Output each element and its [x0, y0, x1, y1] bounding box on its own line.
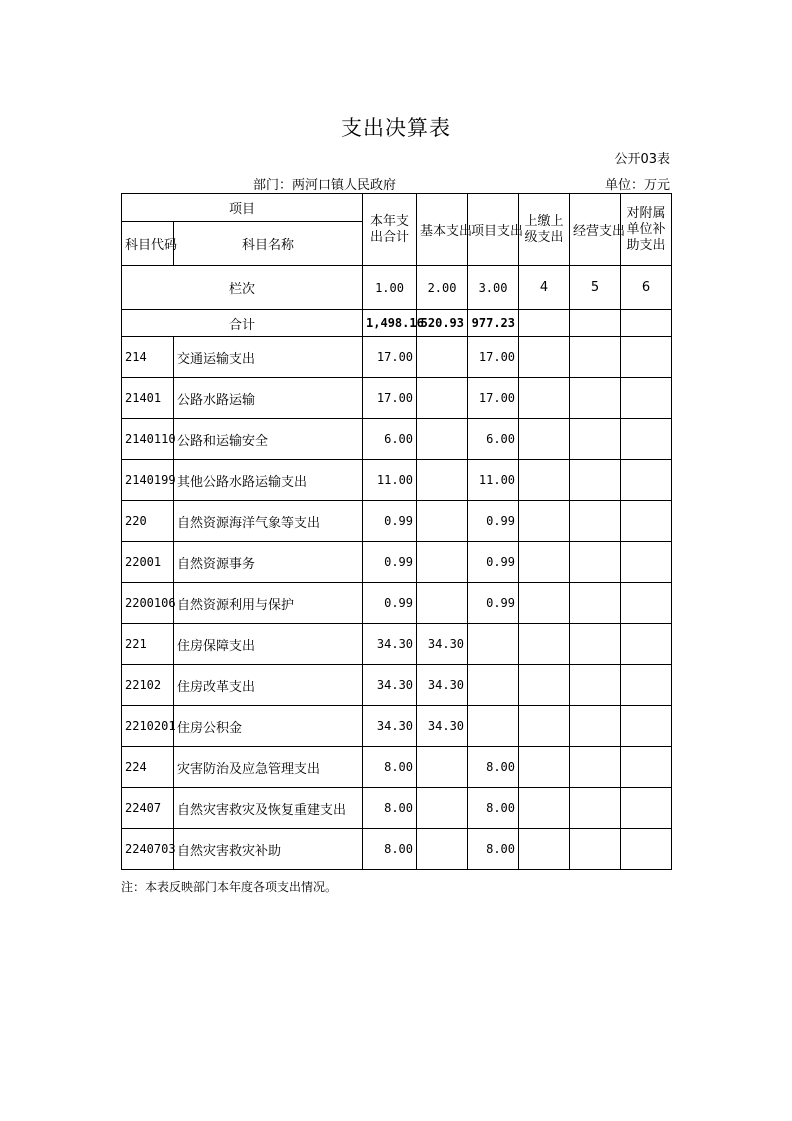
row-project — [468, 706, 519, 747]
row-basic — [417, 337, 468, 378]
row-name: 住房保障支出 — [174, 624, 363, 665]
row-code: 2140199 — [122, 460, 174, 501]
header-name: 科目名称 — [174, 222, 363, 266]
row-name: 交通运输支出 — [174, 337, 363, 378]
row-project: 17.00 — [468, 378, 519, 419]
row-operation — [570, 829, 621, 870]
row-project: 8.00 — [468, 829, 519, 870]
row-upper — [519, 747, 570, 788]
column-index-cell: 4 — [519, 266, 570, 310]
row-total: 17.00 — [363, 337, 417, 378]
column-index-cell: 3.00 — [468, 266, 519, 310]
row-subsidy — [621, 542, 672, 583]
row-code: 2200106 — [122, 583, 174, 624]
row-code: 22407 — [122, 788, 174, 829]
row-basic — [417, 501, 468, 542]
row-subsidy — [621, 706, 672, 747]
row-total: 11.00 — [363, 460, 417, 501]
header-total: 本年支出合计 — [363, 194, 417, 266]
row-basic — [417, 460, 468, 501]
row-upper — [519, 829, 570, 870]
row-total: 0.99 — [363, 583, 417, 624]
column-index-row — [122, 266, 672, 310]
table-row — [122, 419, 672, 460]
row-operation — [570, 542, 621, 583]
row-name: 公路和运输安全 — [174, 419, 363, 460]
row-name: 自然资源事务 — [174, 542, 363, 583]
table-row — [122, 788, 672, 829]
row-code: 224 — [122, 747, 174, 788]
column-index-cell: 6 — [621, 266, 672, 310]
row-subsidy — [621, 665, 672, 706]
row-total: 34.30 — [363, 624, 417, 665]
header-item: 项目 — [122, 194, 363, 222]
table-row — [122, 665, 672, 706]
column-index-cell: 1.00 — [363, 266, 417, 310]
sum-upper — [519, 310, 570, 337]
row-project: 8.00 — [468, 788, 519, 829]
report-title: 支出决算表 — [341, 116, 451, 140]
row-total: 8.00 — [363, 829, 417, 870]
footnote: 注：本表反映部门本年度各项支出情况。 — [121, 880, 338, 894]
row-basic — [417, 747, 468, 788]
row-code: 220 — [122, 501, 174, 542]
header-operation: 经营支出 — [570, 194, 621, 266]
row-basic — [417, 829, 468, 870]
table-row — [122, 378, 672, 419]
row-name: 自然资源海洋气象等支出 — [174, 501, 363, 542]
row-subsidy — [621, 501, 672, 542]
department-label: 部门：两河口镇人民政府 — [253, 178, 397, 193]
row-code: 22102 — [122, 665, 174, 706]
row-upper — [519, 706, 570, 747]
table-row — [122, 706, 672, 747]
row-subsidy — [621, 337, 672, 378]
header-project: 项目支出 — [468, 194, 519, 266]
row-basic — [417, 419, 468, 460]
header-basic: 基本支出 — [417, 194, 468, 266]
row-project: 8.00 — [468, 747, 519, 788]
row-name: 公路水路运输 — [174, 378, 363, 419]
row-operation — [570, 665, 621, 706]
row-operation — [570, 624, 621, 665]
row-basic: 34.30 — [417, 624, 468, 665]
row-name: 灾害防治及应急管理支出 — [174, 747, 363, 788]
row-project: 0.99 — [468, 501, 519, 542]
row-operation — [570, 583, 621, 624]
sum-project: 977.23 — [468, 310, 519, 337]
row-code: 221 — [122, 624, 174, 665]
row-code: 214 — [122, 337, 174, 378]
row-operation — [570, 378, 621, 419]
row-basic: 34.30 — [417, 665, 468, 706]
row-total: 0.99 — [363, 542, 417, 583]
table-row — [122, 583, 672, 624]
row-subsidy — [621, 419, 672, 460]
table-row — [122, 337, 672, 378]
row-name: 自然灾害救灾补助 — [174, 829, 363, 870]
row-name: 住房改革支出 — [174, 665, 363, 706]
row-code: 21401 — [122, 378, 174, 419]
row-basic — [417, 788, 468, 829]
row-upper — [519, 788, 570, 829]
row-operation — [570, 747, 621, 788]
table-row — [122, 624, 672, 665]
row-total: 8.00 — [363, 788, 417, 829]
column-index-cell: 2.00 — [417, 266, 468, 310]
unit-label: 单位：万元 — [604, 178, 670, 193]
row-subsidy — [621, 747, 672, 788]
row-operation — [570, 706, 621, 747]
table-code: 公开03表 — [614, 152, 670, 167]
row-upper — [519, 460, 570, 501]
row-operation — [570, 337, 621, 378]
header-upper: 上缴上级支出 — [519, 194, 570, 266]
row-project — [468, 665, 519, 706]
sum-subsidy — [621, 310, 672, 337]
row-basic: 34.30 — [417, 706, 468, 747]
row-subsidy — [621, 788, 672, 829]
row-code: 2240703 — [122, 829, 174, 870]
row-subsidy — [621, 378, 672, 419]
row-basic — [417, 542, 468, 583]
sum-total: 1,498.16 — [363, 310, 417, 337]
row-total: 0.99 — [363, 501, 417, 542]
table-row — [122, 460, 672, 501]
row-project: 11.00 — [468, 460, 519, 501]
column-index-label: 栏次 — [122, 266, 363, 310]
table-row — [122, 542, 672, 583]
row-subsidy — [621, 460, 672, 501]
row-name: 自然灾害救灾及恢复重建支出 — [174, 788, 363, 829]
row-upper — [519, 665, 570, 706]
row-operation — [570, 788, 621, 829]
sum-operation — [570, 310, 621, 337]
row-total: 17.00 — [363, 378, 417, 419]
row-project: 6.00 — [468, 419, 519, 460]
row-subsidy — [621, 624, 672, 665]
row-name: 其他公路水路运输支出 — [174, 460, 363, 501]
row-upper — [519, 337, 570, 378]
row-project — [468, 624, 519, 665]
row-subsidy — [621, 583, 672, 624]
row-upper — [519, 624, 570, 665]
row-code: 22001 — [122, 542, 174, 583]
row-upper — [519, 419, 570, 460]
table-row — [122, 747, 672, 788]
sum-row — [122, 310, 672, 337]
row-basic — [417, 583, 468, 624]
column-index-cell: 5 — [570, 266, 621, 310]
table-row — [122, 501, 672, 542]
sum-basic: 520.93 — [417, 310, 468, 337]
row-operation — [570, 501, 621, 542]
row-name: 自然资源利用与保护 — [174, 583, 363, 624]
header-code: 科目代码 — [122, 222, 174, 266]
row-project: 0.99 — [468, 542, 519, 583]
row-project: 17.00 — [468, 337, 519, 378]
row-project: 0.99 — [468, 583, 519, 624]
row-upper — [519, 501, 570, 542]
row-code: 2140110 — [122, 419, 174, 460]
row-upper — [519, 583, 570, 624]
row-operation — [570, 460, 621, 501]
row-upper — [519, 542, 570, 583]
row-total: 34.30 — [363, 706, 417, 747]
row-name: 住房公积金 — [174, 706, 363, 747]
row-operation — [570, 419, 621, 460]
row-subsidy — [621, 829, 672, 870]
row-total: 8.00 — [363, 747, 417, 788]
row-code: 2210201 — [122, 706, 174, 747]
sum-label: 合计 — [122, 310, 363, 337]
header-subsidy: 对附属单位补助支出 — [621, 194, 672, 266]
row-total: 34.30 — [363, 665, 417, 706]
expenditure-table — [121, 193, 672, 870]
row-total: 6.00 — [363, 419, 417, 460]
row-basic — [417, 378, 468, 419]
table-row — [122, 829, 672, 870]
row-upper — [519, 378, 570, 419]
